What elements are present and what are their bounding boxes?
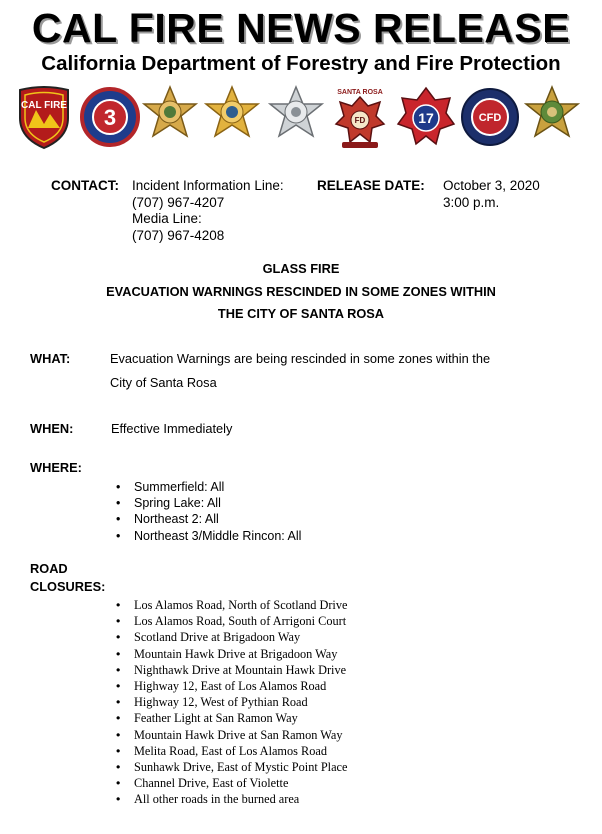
contact-label: CONTACT:: [51, 178, 119, 193]
what-text: [110, 347, 490, 395]
what-label: WHAT:: [30, 351, 71, 366]
release-time: 3:00 p.m.: [443, 194, 500, 210]
where-label: WHERE:: [30, 460, 82, 475]
road-closures-label: [30, 561, 105, 595]
release-date-label: RELEASE DATE:: [317, 178, 425, 193]
when-text: Effective Immediately: [111, 421, 233, 436]
police-star-logo: [522, 84, 582, 150]
where-list: [116, 479, 301, 544]
santa-rosa-fire-logo: [330, 84, 390, 150]
release-date: October 3, 2020: [443, 178, 540, 193]
list-item: • Mountain Hawk Drive at San Ramon Way: [116, 727, 347, 743]
page-subtitle: California Department of Forestry and Fire Protection: [41, 52, 561, 75]
release-date-details: [443, 178, 540, 211]
road-closures-label-line-2: CLOSURES:: [30, 579, 106, 594]
what-line-2: City of Santa Rosa: [110, 375, 217, 390]
agency-logos-row: [14, 84, 590, 150]
napa-sheriff-star-logo: [140, 84, 200, 150]
what-line-1: Evacuation Warnings are being rescinded in some zones within the: [110, 351, 491, 366]
headline-line-2: EVACUATION WARNINGS RESCINDED IN SOME ZONES WITHIN: [106, 284, 496, 299]
contact-details: [132, 178, 284, 244]
incident-line-label: Incident Information Line:: [132, 178, 284, 193]
list-item: • All other roads in the burned area: [116, 791, 347, 807]
calistoga-logo-text: CFD: [478, 112, 502, 124]
sonoma-sheriff-star-logo: [202, 84, 262, 150]
calistoga-fire-logo: [460, 84, 520, 150]
list-item: • Scotland Drive at Brigadoon Way: [116, 629, 347, 645]
santa-rosa-logo-text: SANTA ROSA: [337, 89, 383, 96]
list-item: • Melita Road, East of Los Alamos Road: [116, 743, 347, 759]
fire-district-17-logo: [396, 84, 456, 150]
list-item: • Highway 12, West of Pythian Road: [116, 694, 347, 710]
santa-rosa-fd-text: FD: [354, 116, 366, 125]
list-item: • Spring Lake: All: [116, 495, 301, 511]
calfire-logo-text: CAL FIRE: [21, 100, 67, 111]
calfire-shield-logo: [14, 84, 74, 150]
list-item: • Highway 12, East of Los Alamos Road: [116, 678, 347, 694]
headline-fire-name: GLASS FIRE: [262, 261, 340, 276]
incident-line-phone: (707) 967-4207: [132, 194, 225, 210]
list-item: • Los Alamos Road, South of Arrigoni Court: [116, 613, 347, 629]
page-title: CAL FIRE NEWS RELEASE: [31, 5, 571, 51]
santa-rosa-police-badge-logo: [266, 84, 326, 150]
d17-logo-text: 17: [418, 110, 434, 126]
media-line-phone: (707) 967-4208: [132, 227, 225, 243]
team3-logo-text: 3: [103, 105, 117, 130]
list-item: • Summerfield: All: [116, 479, 301, 495]
when-label: WHEN:: [30, 421, 74, 436]
headline-line-3: THE CITY OF SANTA ROSA: [217, 306, 385, 321]
list-item: • Sunhawk Drive, East of Mystic Point Place: [116, 759, 347, 775]
list-item: • Northeast 2: All: [116, 511, 301, 527]
incident-team-3-logo: [80, 84, 140, 150]
list-item: • Los Alamos Road, North of Scotland Drive: [116, 597, 347, 613]
road-closures-list: [116, 597, 347, 808]
list-item: • Channel Drive, East of Violette: [116, 775, 347, 791]
list-item: • Northeast 3/Middle Rincon: All: [116, 528, 301, 544]
list-item: • Nighthawk Drive at Mountain Hawk Drive: [116, 662, 347, 678]
list-item: • Feather Light at San Ramon Way: [116, 710, 347, 726]
list-item: • Mountain Hawk Drive at Brigadoon Way: [116, 646, 347, 662]
media-line-label: Media Line:: [132, 211, 202, 226]
road-closures-label-line-1: ROAD: [30, 561, 68, 576]
